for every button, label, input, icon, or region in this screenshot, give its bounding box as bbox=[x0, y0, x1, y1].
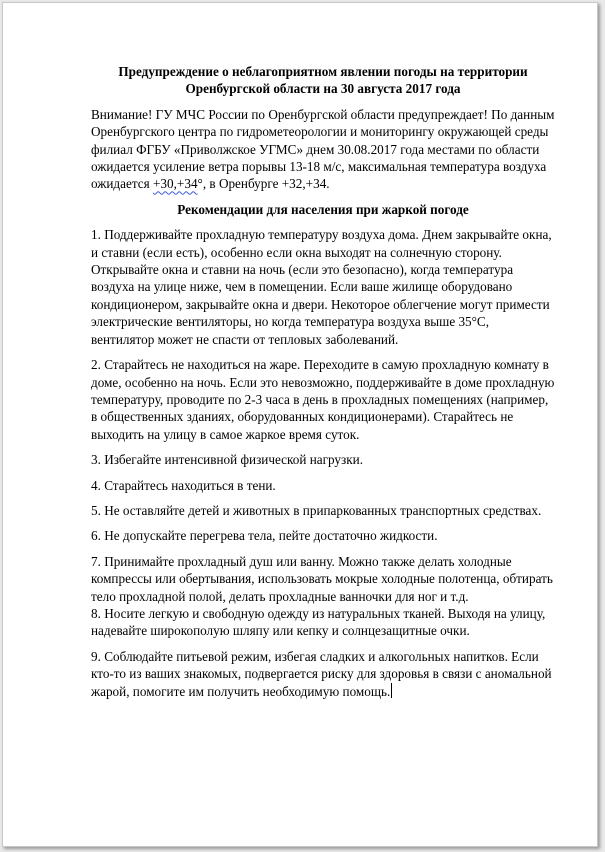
title-line-2: Оренбургской области на 30 августа 2017 года bbox=[185, 81, 461, 97]
spellcheck-flagged-text: +30,+34 bbox=[153, 176, 198, 192]
title-line-1: Предупреждение о неблагоприятном явлении погоды на территории bbox=[118, 64, 528, 79]
warning-text-end: °, в Оренбурге +32,+34. bbox=[197, 176, 330, 192]
warning-paragraph bbox=[91, 106, 555, 193]
recommendation-item-1: 1. Поддерживайте прохладную температуру воздуха дома. Днем закрывайте окна, и ставни (если есть), особенно если окна выходят на солнечную сторону. Открывайте окна и ставни на ночь (если это безопасно), когда температура воздуха на улице ниже, чем в помещении. Если ваше жилище оборудовано кондиционером, закрывайте окна и двери. Некоторое облегчение могут примести электрические вентиляторы, но когда температура воздуха выше 35°С, вентилятор может не спасти от тепловых заболеваний. bbox=[91, 227, 552, 347]
document-title bbox=[91, 63, 555, 98]
recommendation-item-4: 4. Старайтесь находиться в тени. bbox=[91, 477, 276, 493]
recommendation-item-3: 3. Избегайте интенсивной физической нагрузки. bbox=[91, 452, 363, 468]
recommendation-item-8: 8. Носите легкую и свободную одежду из натуральных тканей. Выходя на улицу, надевайте широкополую шляпу или кепку и солнцезащитные очки. bbox=[91, 605, 546, 639]
recommendation-item-9 bbox=[91, 648, 555, 700]
document-page[interactable] bbox=[2, 2, 598, 847]
document-body[interactable] bbox=[91, 63, 555, 708]
recommendation-item-7: 7. Принимайте прохладный душ или ванну. Можно также делать холодные компрессы или обертывания, использовать мокрые холодные полотенца, обтирать тело прохладной полой, делать прохладные ванночки для ног и т.д. bbox=[91, 553, 553, 604]
recommendation-item-6: 6. Не допускайте перегрева тела, пейте достаточно жидкости. bbox=[91, 528, 438, 544]
recommendation-item-5: 5. Не оставляйте детей и животных в припаркованных транспортных средствах. bbox=[91, 502, 542, 518]
recommendation-item-7-8 bbox=[91, 553, 555, 640]
recommendation-item-2: 2. Старайтесь не находиться на жаре. Переходите в самую прохладную комнату в доме, особенно на ночь. Если это невозможно, поддерживайте в доме прохладную температуру, проводите по 2-3 часа в день в прохладных помещениях (например, в общественных зданиях, оборудованных кондиционерами). Старайтесь не выходить на улицу в самое жаркое время суток. bbox=[91, 357, 555, 442]
recommendation-item-9-text: 9. Соблюдайте питьевой режим, избегая сладких и алкогольных напитков. Если кто-то из ваших знакомых, подвергается риску для здоровья в связи с аномальной жарой, помогите им получить необходимую помощь. bbox=[91, 648, 552, 699]
recommendations-heading: Рекомендации для населения при жаркой погоде bbox=[177, 201, 469, 217]
warning-text-start: Внимание! ГУ МЧС России по Оренбургской области предупреждает! По данным Оренбургского центра по гидрометеорологии и мониторингу окружающей среды филиал ФГБУ «Приволжское УГМС» днем 30.08.2017 года местами по области ожидается усиление ветра порывы 13-18 м/с, максимальная температура воздуха ожидается bbox=[91, 106, 555, 192]
text-cursor bbox=[391, 683, 392, 698]
